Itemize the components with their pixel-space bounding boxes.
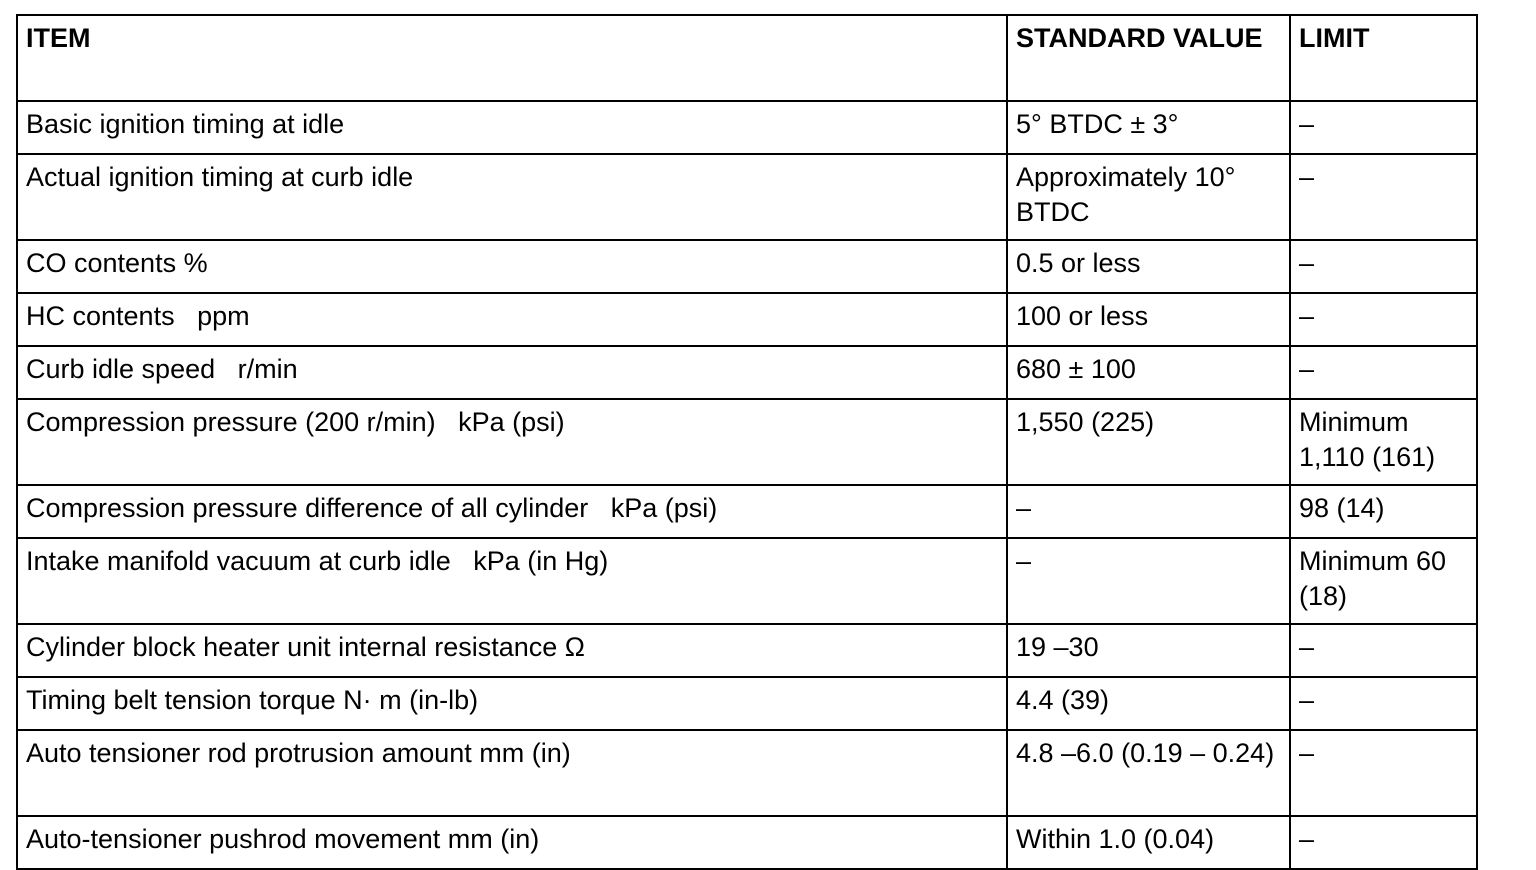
cell-limit: Minimum 60 (18): [1290, 538, 1477, 624]
cell-item: CO contents %: [17, 240, 1007, 293]
header-item: ITEM: [17, 15, 1007, 101]
cell-standard: Approximately 10° BTDC: [1007, 154, 1290, 240]
cell-standard: Within 1.0 (0.04): [1007, 816, 1290, 869]
table-body: [17, 101, 1477, 869]
cell-item: Timing belt tension torque N· m (in-lb): [17, 677, 1007, 730]
table-row: [17, 346, 1477, 399]
table-row: [17, 624, 1477, 677]
cell-item: Compression pressure difference of all cylinder kPa (psi): [17, 485, 1007, 538]
cell-standard: 0.5 or less: [1007, 240, 1290, 293]
cell-limit: –: [1290, 730, 1477, 816]
cell-standard: 4.4 (39): [1007, 677, 1290, 730]
cell-standard: 19 –30: [1007, 624, 1290, 677]
specification-table: [16, 14, 1478, 870]
cell-standard: 4.8 –6.0 (0.19 – 0.24): [1007, 730, 1290, 816]
table-row: [17, 677, 1477, 730]
cell-standard: 1,550 (225): [1007, 399, 1290, 485]
cell-item: Actual ignition timing at curb idle: [17, 154, 1007, 240]
cell-item: Intake manifold vacuum at curb idle kPa (in Hg): [17, 538, 1007, 624]
cell-standard: 5° BTDC ± 3°: [1007, 101, 1290, 154]
header-standard-value: STANDARD VALUE: [1007, 15, 1290, 101]
cell-item: Basic ignition timing at idle: [17, 101, 1007, 154]
cell-item: Auto-tensioner pushrod movement mm (in): [17, 816, 1007, 869]
cell-limit: –: [1290, 677, 1477, 730]
cell-standard: 680 ± 100: [1007, 346, 1290, 399]
table-row: [17, 101, 1477, 154]
cell-limit: –: [1290, 624, 1477, 677]
table-row: [17, 730, 1477, 816]
cell-limit: –: [1290, 346, 1477, 399]
table-row: [17, 485, 1477, 538]
cell-limit: Minimum 1,110 (161): [1290, 399, 1477, 485]
header-limit: LIMIT: [1290, 15, 1477, 101]
cell-item: HC contents ppm: [17, 293, 1007, 346]
cell-limit: 98 (14): [1290, 485, 1477, 538]
table-row: [17, 399, 1477, 485]
cell-item: Compression pressure (200 r/min) kPa (psi): [17, 399, 1007, 485]
header-row: [17, 15, 1477, 101]
cell-standard: –: [1007, 538, 1290, 624]
cell-limit: –: [1290, 816, 1477, 869]
cell-limit: –: [1290, 154, 1477, 240]
cell-limit: –: [1290, 240, 1477, 293]
table-row: [17, 538, 1477, 624]
table-row: [17, 293, 1477, 346]
table-header: [17, 15, 1477, 101]
table-row: [17, 154, 1477, 240]
cell-item: Auto tensioner rod protrusion amount mm (in): [17, 730, 1007, 816]
cell-item: Cylinder block heater unit internal resistance Ω: [17, 624, 1007, 677]
table-row: [17, 240, 1477, 293]
cell-limit: –: [1290, 293, 1477, 346]
cell-item: Curb idle speed r/min: [17, 346, 1007, 399]
cell-standard: 100 or less: [1007, 293, 1290, 346]
table-row: [17, 816, 1477, 869]
cell-standard: –: [1007, 485, 1290, 538]
cell-limit: –: [1290, 101, 1477, 154]
